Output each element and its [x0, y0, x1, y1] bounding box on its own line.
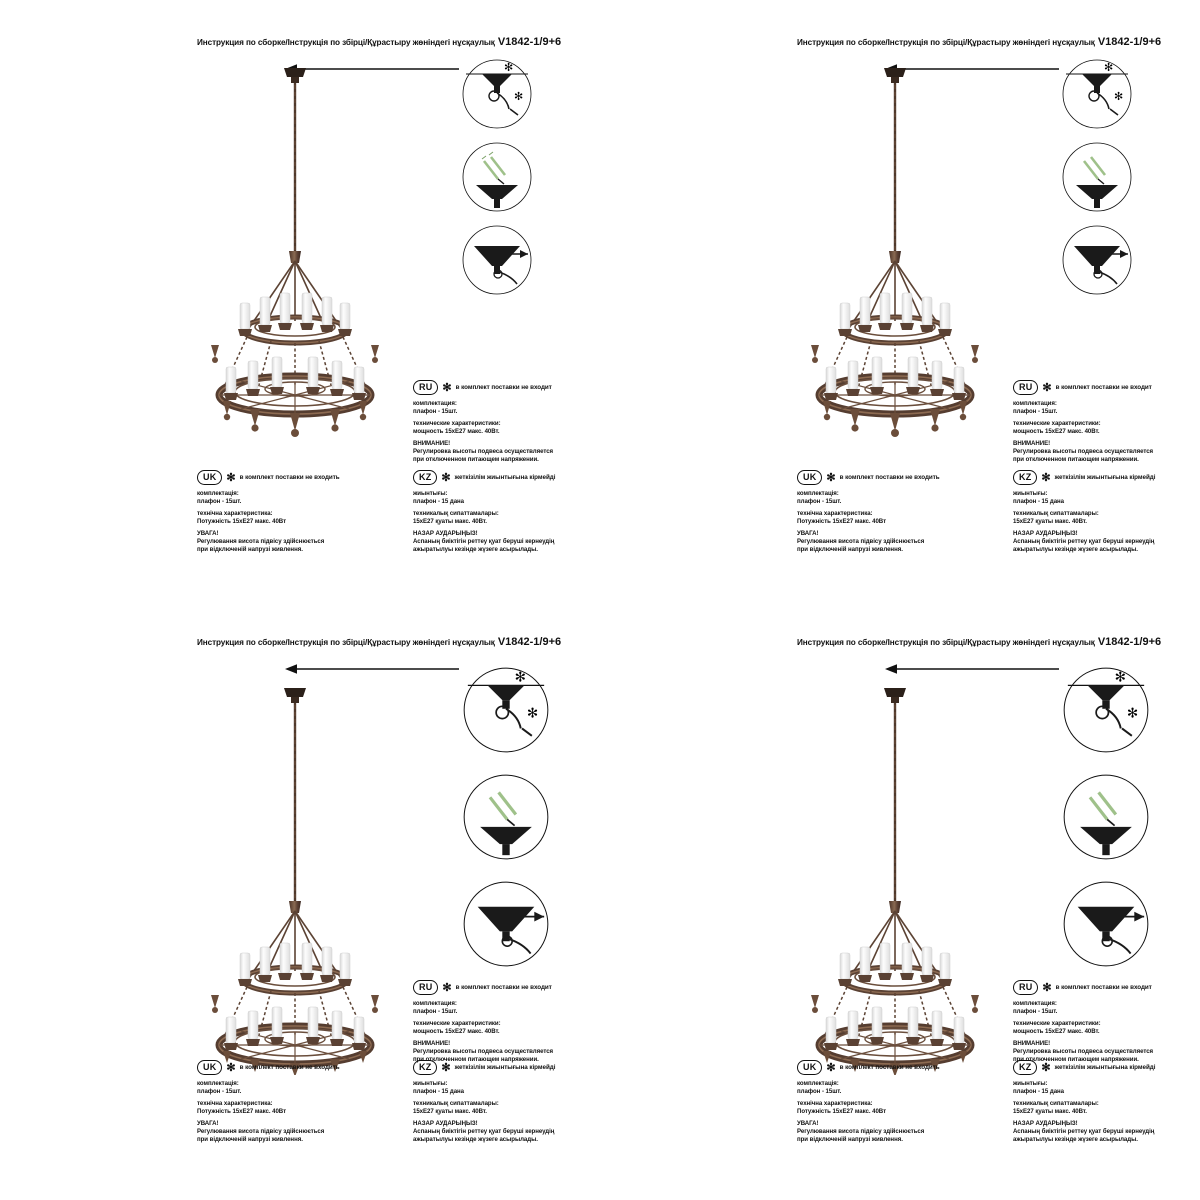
installation-diagrams: [1058, 662, 1138, 983]
chandelier-illustration: [785, 675, 1025, 1075]
spec-uk: [797, 1100, 975, 1115]
warn-line2-kz: ажыратылуы кезінде жүзеге асырылады.: [413, 1135, 538, 1143]
warn-ru: [413, 440, 591, 463]
star-icon: ✻: [826, 1061, 836, 1074]
star-icon: ✻: [442, 381, 452, 394]
lang-badge-ru: RU: [1013, 380, 1038, 395]
svg-text:✻: ✻: [526, 705, 539, 722]
text-block-uk: [197, 470, 375, 558]
star-note-uk: в комплект поставки не входить: [839, 474, 940, 481]
set-title-kz: жиынтығы:: [1013, 490, 1048, 497]
set-kz: [413, 490, 591, 505]
installation-diagrams: [458, 58, 538, 307]
lang-row-ru: [413, 980, 591, 995]
set-title-kz: жиынтығы:: [413, 490, 448, 497]
set-title-kz: жиынтығы:: [413, 1080, 448, 1087]
svg-text:✻: ✻: [1114, 90, 1124, 103]
star-note-kz: жеткізілім жиынтығына кірмейді: [1054, 474, 1156, 481]
svg-text:✻: ✻: [514, 90, 524, 103]
set-uk: [197, 1080, 375, 1095]
lang-badge-ru: RU: [1013, 980, 1038, 995]
warn-title-uk: УВАГА!: [197, 1120, 219, 1128]
spec-uk: [197, 1100, 375, 1115]
star-icon: ✻: [1042, 981, 1052, 994]
set-ru: [413, 1000, 591, 1015]
set-line-uk: плафон - 15шт.: [797, 497, 842, 505]
warn-line2-kz: ажыратылуы кезінде жүзеге асырылады.: [1013, 545, 1138, 553]
spec-ru: [413, 420, 591, 435]
text-block-kz: [1013, 470, 1191, 558]
spec-line-kz: 15хЕ27 қуаты макс. 40Вт.: [413, 1107, 487, 1115]
star-note-ru: в комплект поставки не входит: [455, 384, 552, 391]
text-block-uk: [197, 1060, 375, 1148]
star-note-kz: жеткізілім жиынтығына кірмейді: [1054, 1064, 1156, 1071]
warn-line1-uk: Регулювання висота підвісу здійснюється: [797, 537, 925, 545]
star-icon: ✻: [1041, 471, 1051, 484]
lang-badge-kz: KZ: [1013, 1060, 1037, 1075]
title-text: Инструкция по сборке/Інструкція по збірці/Құрастыру жөніндегі нұсқаулық: [797, 638, 1095, 647]
lang-row-uk: [197, 470, 375, 485]
warn-title-ru: ВНИМАНИЕ!: [1013, 440, 1051, 448]
lang-row-uk: [797, 470, 975, 485]
installation-diagrams: [1058, 58, 1138, 307]
ceiling-mount-diagram: [458, 58, 536, 130]
spec-title-kz: техникалық сипаттамалары:: [413, 1100, 499, 1108]
spec-line-ru: мощность 15хЕ27 макс. 40Вт.: [413, 427, 500, 435]
set-uk: [197, 490, 375, 505]
spec-uk: [797, 510, 975, 525]
lang-badge-kz: KZ: [413, 1060, 437, 1075]
panel-bottom-left: [0, 600, 600, 1200]
spec-title-ru: технические характеристики:: [413, 1020, 501, 1028]
arrow-left-icon: [885, 662, 1060, 676]
star-icon: ✻: [442, 981, 452, 994]
model-number: V1842-1/9+6: [497, 36, 562, 48]
text-block-uk: [797, 470, 975, 558]
spec-uk: [197, 510, 375, 525]
spec-line-kz: 15хЕ27 қуаты макс. 40Вт.: [1013, 1107, 1087, 1115]
set-title-ru: комплектация:: [1013, 400, 1057, 407]
ceiling-mount-diagram: [1058, 662, 1154, 758]
warn-title-ru: ВНИМАНИЕ!: [413, 1040, 451, 1048]
spec-line-uk: Потужність 15хЕ27 макс. 40Вт: [797, 1107, 887, 1115]
warn-uk: [197, 530, 375, 553]
spec-title-kz: техникалық сипаттамалары:: [1013, 1100, 1099, 1108]
text-block-uk: [797, 1060, 975, 1148]
warn-ru: [1013, 440, 1191, 463]
text-block-kz: [1013, 1060, 1191, 1148]
title-text: Инструкция по сборке/Інструкція по збірці/Құрастыру жөніндегі нұсқаулық: [197, 38, 495, 47]
model-number: V1842-1/9+6: [1097, 636, 1162, 648]
set-title-kz: жиынтығы:: [1013, 1080, 1048, 1087]
svg-text:✻: ✻: [1104, 61, 1114, 74]
warn-kz: [1013, 1120, 1191, 1143]
spec-line-ru: мощность 15хЕ27 макс. 40Вт.: [1013, 427, 1100, 435]
warn-line2-ru: при отключенном питающем напряжении.: [413, 1055, 539, 1063]
star-note-uk: в комплект поставки не входить: [839, 1064, 940, 1071]
warn-uk: [797, 1120, 975, 1143]
spec-line-uk: Потужність 15хЕ27 макс. 40Вт: [797, 517, 887, 525]
lang-badge-ru: RU: [413, 380, 438, 395]
warn-title-uk: УВАГА!: [797, 1120, 819, 1128]
star-icon: ✻: [1042, 381, 1052, 394]
set-line-uk: плафон - 15шт.: [197, 497, 242, 505]
text-block-kz: [413, 470, 591, 558]
page-title: [197, 636, 561, 648]
arrow-left-icon: [285, 662, 460, 676]
warn-line2-ru: при отключенном питающем напряжении.: [1013, 455, 1139, 463]
set-uk: [797, 1080, 975, 1095]
star-note-kz: жеткізілім жиынтығына кірмейді: [454, 1064, 556, 1071]
set-kz: [1013, 490, 1191, 505]
warn-line1-ru: Регулировка высоты подвеса осуществляется: [413, 1047, 554, 1055]
lang-row-kz: [413, 470, 591, 485]
spec-ru: [413, 1020, 591, 1035]
lang-row-kz: [413, 1060, 591, 1075]
star-icon: ✻: [1041, 1061, 1051, 1074]
lang-badge-kz: KZ: [413, 470, 437, 485]
lang-row-uk: [197, 1060, 375, 1075]
warn-uk: [197, 1120, 375, 1143]
spec-ru: [1013, 420, 1191, 435]
warn-uk: [797, 530, 975, 553]
warn-line1-ru: Регулировка высоты подвеса осуществляется: [1013, 1047, 1154, 1055]
panel-bottom-right: [600, 600, 1200, 1200]
spec-line-uk: Потужність 15хЕ27 макс. 40Вт: [197, 1107, 287, 1115]
star-note-uk: в комплект поставки не входить: [239, 474, 340, 481]
lang-badge-uk: UK: [197, 1060, 222, 1075]
spec-ru: [1013, 1020, 1191, 1035]
set-line-kz: плафон - 15 дана: [413, 1087, 465, 1095]
warn-line2-ru: при отключенном питающем напряжении.: [1013, 1055, 1139, 1063]
wiring-diagram: [1058, 769, 1154, 865]
svg-text:✻: ✻: [1114, 669, 1126, 686]
canopy-assembly-diagram: [1058, 876, 1154, 972]
set-line-uk: плафон - 15шт.: [797, 1087, 842, 1095]
spec-kz: [413, 510, 591, 525]
lang-badge-ru: RU: [413, 980, 438, 995]
warn-line2-uk: при відключеній напрузі живлення.: [797, 545, 903, 553]
warn-title-ru: ВНИМАНИЕ!: [413, 440, 451, 448]
lang-row-uk: [797, 1060, 975, 1075]
spec-line-kz: 15хЕ27 қуаты макс. 40Вт.: [413, 517, 487, 525]
spec-kz: [413, 1100, 591, 1115]
lang-badge-uk: UK: [197, 470, 222, 485]
warn-line2-kz: ажыратылуы кезінде жүзеге асырылады.: [1013, 1135, 1138, 1143]
warn-line1-uk: Регулювання висота підвісу здійснюється: [197, 537, 325, 545]
warn-line1-kz: Аспаның биіктігін реттеу қуат беруші кернеудің: [413, 537, 555, 545]
warn-title-ru: ВНИМАНИЕ!: [1013, 1040, 1051, 1048]
set-title-ru: комплектация:: [1013, 1000, 1057, 1007]
lang-row-ru: [413, 380, 591, 395]
wiring-diagram: [458, 769, 554, 865]
warn-title-kz: НАЗАР АУДАРЫҢЫЗ!: [413, 1120, 478, 1128]
page-title: [797, 636, 1161, 648]
spec-title-uk: технічна характеристика:: [797, 1100, 873, 1108]
page-title: [797, 36, 1161, 48]
set-ru: [1013, 400, 1191, 415]
text-block-ru: [1013, 380, 1191, 468]
set-title-ru: комплектация:: [413, 1000, 457, 1007]
star-icon: ✻: [226, 1061, 236, 1074]
lang-row-kz: [1013, 470, 1191, 485]
text-block-kz: [413, 1060, 591, 1148]
warn-line1-ru: Регулировка высоты подвеса осуществляется: [1013, 447, 1154, 455]
ceiling-mount-diagram: [458, 662, 554, 758]
spec-title-ru: технические характеристики:: [413, 420, 501, 428]
star-note-ru: в комплект поставки не входит: [455, 984, 552, 991]
spec-kz: [1013, 1100, 1191, 1115]
wiring-diagram: [1058, 141, 1136, 213]
model-number: V1842-1/9+6: [1097, 36, 1162, 48]
set-line-uk: плафон - 15шт.: [197, 1087, 242, 1095]
title-text: Инструкция по сборке/Інструкція по збірці/Құрастыру жөніндегі нұсқаулық: [197, 638, 495, 647]
canopy-assembly-diagram: [458, 876, 554, 972]
warn-line2-uk: при відключеній напрузі живлення.: [197, 545, 303, 553]
spec-title-uk: технічна характеристика:: [797, 510, 873, 518]
set-title-ru: комплектация:: [413, 400, 457, 407]
warn-title-uk: УВАГА!: [797, 530, 819, 538]
chandelier-illustration: [185, 55, 425, 455]
set-title-uk: комплектація:: [197, 1080, 239, 1087]
title-text: Инструкция по сборке/Інструкція по збірці/Құрастыру жөніндегі нұсқаулық: [797, 38, 1095, 47]
spec-title-kz: техникалық сипаттамалары:: [413, 510, 499, 518]
wiring-diagram: [458, 141, 536, 213]
page-title: [197, 36, 561, 48]
set-title-uk: комплектація:: [797, 490, 839, 497]
svg-text:✻: ✻: [514, 669, 526, 686]
warn-title-kz: НАЗАР АУДАРЫҢЫЗ!: [413, 530, 478, 538]
set-line-ru: плафон - 15шт.: [1013, 407, 1058, 415]
warn-line2-uk: при відключеній напрузі живлення.: [797, 1135, 903, 1143]
warn-line1-kz: Аспаның биіктігін реттеу қуат беруші кернеудің: [1013, 537, 1155, 545]
warn-kz: [413, 1120, 591, 1143]
warn-line2-uk: при відключеній напрузі живлення.: [197, 1135, 303, 1143]
canopy-assembly-diagram: [458, 224, 536, 296]
chandelier-illustration: [785, 55, 1025, 455]
lang-badge-uk: UK: [797, 470, 822, 485]
panel-top-right: [600, 0, 1200, 600]
text-block-ru: [413, 980, 591, 1068]
warn-line1-ru: Регулировка высоты подвеса осуществляется: [413, 447, 554, 455]
warn-line1-kz: Аспаның биіктігін реттеу қуат беруші кернеудің: [413, 1127, 555, 1135]
star-note-uk: в комплект поставки не входить: [239, 1064, 340, 1071]
warn-kz: [413, 530, 591, 553]
installation-diagrams: [458, 662, 538, 983]
warn-title-kz: НАЗАР АУДАРЫҢЫЗ!: [1013, 1120, 1078, 1128]
warn-line1-uk: Регулювання висота підвісу здійснюється: [797, 1127, 925, 1135]
star-note-kz: жеткізілім жиынтығына кірмейді: [454, 474, 556, 481]
set-line-kz: плафон - 15 дана: [1013, 497, 1065, 505]
lang-row-ru: [1013, 980, 1191, 995]
spec-title-kz: техникалық сипаттамалары:: [1013, 510, 1099, 518]
spec-line-ru: мощность 15хЕ27 макс. 40Вт.: [1013, 1027, 1100, 1035]
set-uk: [797, 490, 975, 505]
warn-title-uk: УВАГА!: [197, 530, 219, 538]
lang-row-kz: [1013, 1060, 1191, 1075]
ceiling-mount-diagram: [1058, 58, 1136, 130]
spec-kz: [1013, 510, 1191, 525]
lang-badge-kz: KZ: [1013, 470, 1037, 485]
set-kz: [413, 1080, 591, 1095]
chandelier-illustration: [185, 675, 425, 1075]
set-line-ru: плафон - 15шт.: [1013, 1007, 1058, 1015]
svg-text:✻: ✻: [1126, 705, 1139, 722]
star-icon: ✻: [826, 471, 836, 484]
text-block-ru: [413, 380, 591, 468]
set-line-kz: плафон - 15 дана: [1013, 1087, 1065, 1095]
spec-title-uk: технічна характеристика:: [197, 510, 273, 518]
star-icon: ✻: [441, 471, 451, 484]
warn-line1-kz: Аспаның биіктігін реттеу қуат беруші кернеудің: [1013, 1127, 1155, 1135]
set-title-uk: комплектація:: [197, 490, 239, 497]
star-icon: ✻: [226, 471, 236, 484]
set-line-ru: плафон - 15шт.: [413, 407, 458, 415]
warn-line1-uk: Регулювання висота підвісу здійснюється: [197, 1127, 325, 1135]
lang-badge-uk: UK: [797, 1060, 822, 1075]
set-ru: [413, 400, 591, 415]
canopy-assembly-diagram: [1058, 224, 1136, 296]
spec-title-uk: технічна характеристика:: [197, 1100, 273, 1108]
svg-text:✻: ✻: [504, 61, 514, 74]
warn-kz: [1013, 530, 1191, 553]
warn-title-kz: НАЗАР АУДАРЫҢЫЗ!: [1013, 530, 1078, 538]
spec-line-uk: Потужність 15хЕ27 макс. 40Вт: [197, 517, 287, 525]
spec-line-kz: 15хЕ27 қуаты макс. 40Вт.: [1013, 517, 1087, 525]
star-note-ru: в комплект поставки не входит: [1055, 384, 1152, 391]
spec-line-ru: мощность 15хЕ27 макс. 40Вт.: [413, 1027, 500, 1035]
warn-line2-ru: при отключенном питающем напряжении.: [413, 455, 539, 463]
panel-top-left: [0, 0, 600, 600]
spec-title-ru: технические характеристики:: [1013, 1020, 1101, 1028]
model-number: V1842-1/9+6: [497, 636, 562, 648]
star-note-ru: в комплект поставки не входит: [1055, 984, 1152, 991]
spec-title-ru: технические характеристики:: [1013, 420, 1101, 428]
set-line-ru: плафон - 15шт.: [413, 1007, 458, 1015]
lang-row-ru: [1013, 380, 1191, 395]
warn-line2-kz: ажыратылуы кезінде жүзеге асырылады.: [413, 545, 538, 553]
text-block-ru: [1013, 980, 1191, 1068]
set-ru: [1013, 1000, 1191, 1015]
set-kz: [1013, 1080, 1191, 1095]
star-icon: ✻: [441, 1061, 451, 1074]
set-line-kz: плафон - 15 дана: [413, 497, 465, 505]
set-title-uk: комплектація:: [797, 1080, 839, 1087]
